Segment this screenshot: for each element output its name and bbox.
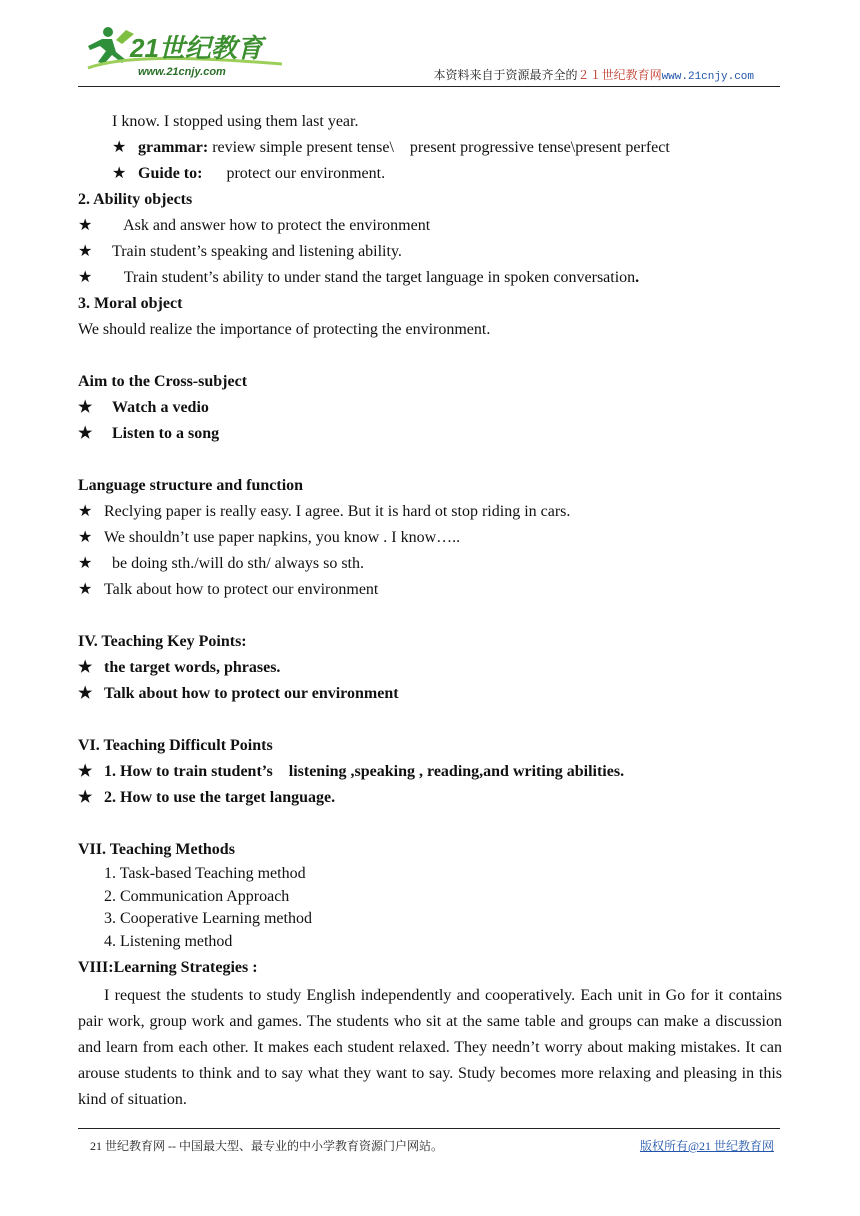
grammar-item bbox=[78, 135, 782, 161]
language-text: We shouldn’t use paper napkins, you know . I know….. bbox=[104, 529, 461, 546]
grammar-text: review simple present tense\ present progressive tense\present perfect bbox=[208, 139, 670, 156]
method-item: 4. Listening method bbox=[104, 932, 233, 950]
svg-text:www.21cnjy.com: www.21cnjy.com bbox=[138, 66, 226, 78]
text-line: I know. I stopped using them last year. bbox=[112, 113, 359, 130]
star-bullet: ★ bbox=[78, 555, 93, 572]
difficult-points-heading: VI. Teaching Difficult Points bbox=[78, 737, 273, 754]
svg-text:21世纪教育: 21世纪教育 bbox=[130, 33, 263, 63]
language-heading: Language structure and function bbox=[78, 477, 304, 494]
header-note-prefix: 本资料来自于资源最齐全的 bbox=[433, 68, 578, 82]
methods-heading: VII. Teaching Methods bbox=[78, 841, 235, 858]
star-bullet: ★ bbox=[78, 425, 93, 442]
star-bullet: ★ bbox=[78, 217, 93, 234]
star-bullet: ★ bbox=[78, 269, 93, 286]
site-logo[interactable] bbox=[82, 22, 292, 82]
method-item: 2. Communication Approach bbox=[104, 887, 290, 905]
language-text: be doing sth./will do sth/ always so sth. bbox=[104, 555, 364, 572]
difficult-point-text: 1. How to train student’s listening ,speaking , reading,and writing abilities. bbox=[104, 763, 625, 780]
method-item: 3. Cooperative Learning method bbox=[104, 910, 312, 927]
key-point-text: Talk about how to protect our environment bbox=[104, 685, 399, 702]
footer-copyright-link[interactable]: 版权所有@21 世纪教育网 bbox=[639, 1139, 774, 1153]
ability-item bbox=[78, 213, 782, 239]
key-point-item bbox=[78, 681, 782, 707]
ability-item bbox=[78, 265, 782, 291]
star-bullet: ★ bbox=[78, 529, 93, 546]
header-source-note bbox=[434, 66, 754, 83]
difficult-point-item bbox=[78, 785, 782, 811]
star-bullet: ★ bbox=[78, 659, 93, 676]
aim-text: Listen to a song bbox=[112, 425, 220, 442]
star-bullet: ★ bbox=[78, 243, 93, 260]
moral-text: We should realize the importance of protecting the environment. bbox=[78, 321, 491, 338]
page-header bbox=[78, 22, 780, 87]
star-bullet: ★ bbox=[78, 763, 93, 780]
language-item bbox=[78, 525, 782, 551]
ability-heading: 2. Ability objects bbox=[78, 191, 193, 208]
aim-heading: Aim to the Cross-subject bbox=[78, 373, 248, 390]
method-item: 1. Task-based Teaching method bbox=[104, 865, 306, 882]
guide-text: protect our environment. bbox=[202, 165, 386, 182]
difficult-point-item bbox=[78, 759, 782, 785]
header-note-number: ２１ bbox=[577, 68, 602, 82]
strategies-heading: VIII:Learning Strategies : bbox=[78, 959, 258, 976]
guide-label: Guide to: bbox=[138, 165, 203, 182]
ability-item bbox=[78, 239, 782, 265]
star-bullet: ★ bbox=[78, 503, 93, 520]
difficult-point-text: 2. How to use the target language. bbox=[104, 789, 336, 806]
language-text: Talk about how to protect our environment bbox=[104, 581, 379, 598]
language-item bbox=[78, 499, 782, 525]
language-text: Reclying paper is really easy. I agree. But it is hard ot stop riding in cars. bbox=[104, 503, 571, 520]
star-bullet: ★ bbox=[78, 581, 93, 598]
header-note-name: 世纪教育网 bbox=[601, 68, 662, 82]
strategies-paragraph: I request the students to study English independently and cooperatively. Each unit in Go for it contains pair work, group work and games. The students who sit at the same table and groups can make a discussion and learn from each other. It makes each student relaxed. They needn’t worry about making mistakes. It can arouse students to think and to say what they want to say. Study becomes more relaxing and pleasing in this kind of situation. bbox=[78, 987, 782, 1108]
star-bullet: ★ bbox=[112, 139, 127, 156]
star-bullet: ★ bbox=[78, 789, 93, 806]
key-point-text: the target words, phrases. bbox=[104, 659, 281, 676]
language-item bbox=[78, 577, 782, 603]
ability-text: Train student’s ability to under stand the target language in spoken conversation bbox=[112, 269, 636, 286]
header-note-url[interactable]: www.21cnjy.com bbox=[661, 71, 754, 83]
star-bullet: ★ bbox=[78, 685, 93, 702]
aim-text: Watch a vedio bbox=[112, 399, 209, 416]
key-points-heading: IV. Teaching Key Points: bbox=[78, 633, 247, 650]
key-point-item bbox=[78, 655, 782, 681]
aim-item bbox=[78, 395, 782, 421]
moral-heading: 3. Moral object bbox=[78, 295, 183, 312]
ability-text: Ask and answer how to protect the environment bbox=[112, 217, 431, 234]
language-item bbox=[78, 551, 782, 577]
document-body bbox=[78, 109, 782, 1113]
star-bullet: ★ bbox=[78, 399, 93, 416]
page-footer bbox=[78, 1128, 780, 1153]
ability-period: . bbox=[635, 269, 640, 286]
footer-site-description: 21 世纪教育网 -- 中国最大型、最专业的中小学教育资源门户网站。 bbox=[90, 1139, 443, 1153]
guide-item bbox=[78, 161, 782, 187]
star-bullet: ★ bbox=[112, 165, 127, 182]
grammar-label: grammar: bbox=[138, 139, 209, 156]
aim-item bbox=[78, 421, 782, 447]
ability-text: Train student’s speaking and listening ability. bbox=[112, 243, 402, 260]
